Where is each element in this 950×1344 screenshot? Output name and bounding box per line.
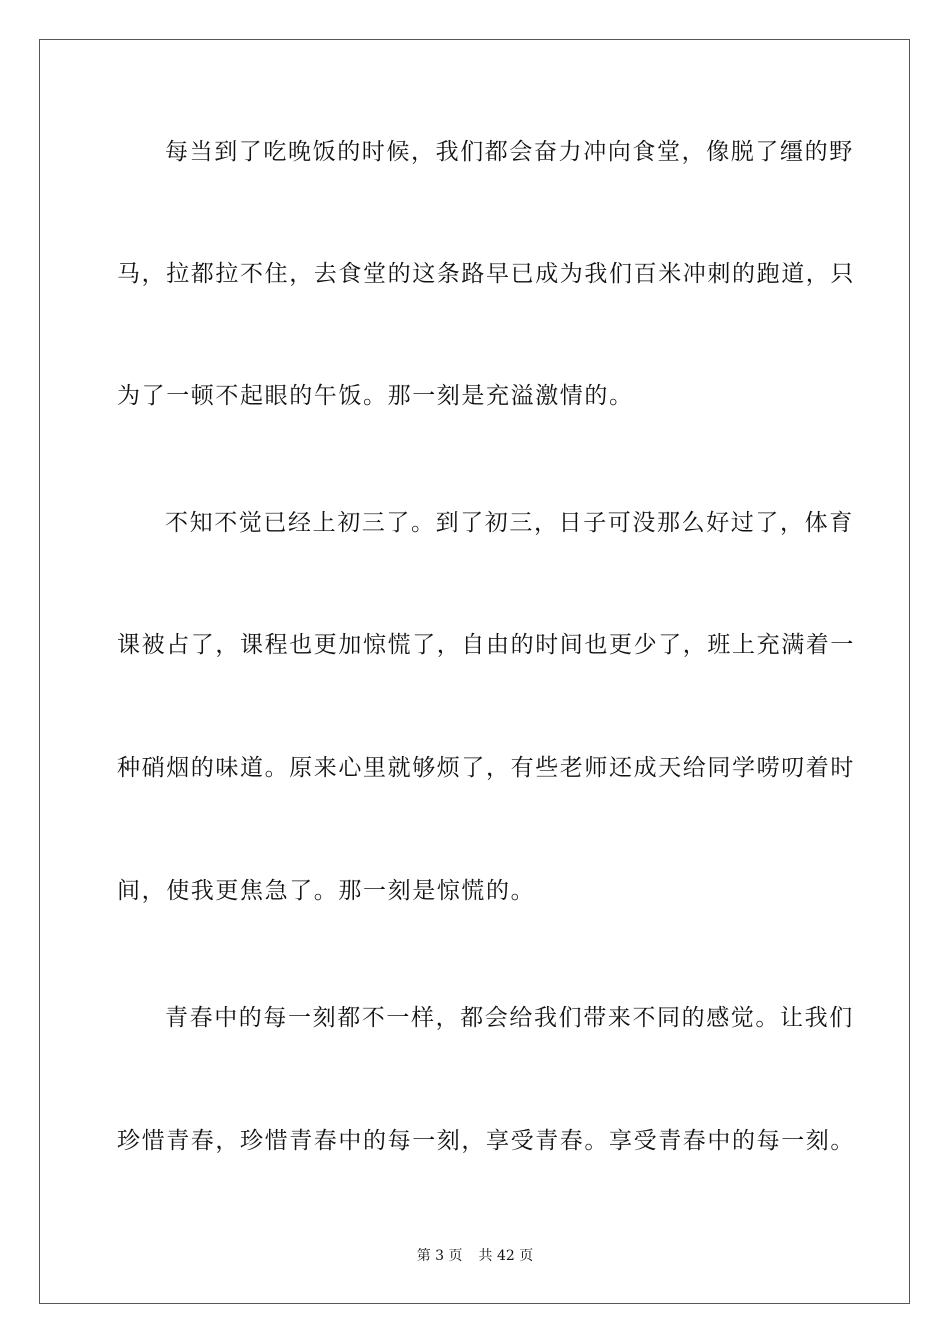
- paragraph-1-line-3: 为了一顿不起眼的午饭。那一刻是充溢激情的。: [117, 383, 634, 409]
- paragraph-3-line-1: 青春中的每一刻都不一样，都会给我们带来不同的感觉。让我们: [165, 1005, 854, 1031]
- page-footer: [0, 1247, 950, 1265]
- total-pages: 共 42 页: [478, 1248, 534, 1264]
- page-frame: [39, 39, 910, 1304]
- paragraph-1-line-1: 每当到了吃晚饭的时候，我们都会奋力冲向食堂，像脱了缰的野: [165, 139, 854, 165]
- paragraph-3-line-2: 珍惜青春，珍惜青春中的每一刻，享受青春。享受青春中的每一刻。: [117, 1128, 855, 1154]
- paragraph-2-line-2: 课被占了，课程也更加惊慌了，自由的时间也更少了，班上充满着一: [117, 632, 855, 658]
- paragraph-2-line-3: 种硝烟的味道。原来心里就够烦了，有些老师还成天给同学唠叨着时: [117, 755, 855, 781]
- paragraph-1-line-2: 马，拉都拉不住，去食堂的这条路早已成为我们百米冲刺的跑道，只: [117, 261, 855, 287]
- page-number: 第 3 页: [416, 1248, 463, 1264]
- paragraph-2-line-4: 间，使我更焦急了。那一刻是惊慌的。: [117, 878, 536, 904]
- paragraph-2-line-1: 不知不觉已经上初三了。到了初三，日子可没那么好过了，体育: [165, 510, 854, 536]
